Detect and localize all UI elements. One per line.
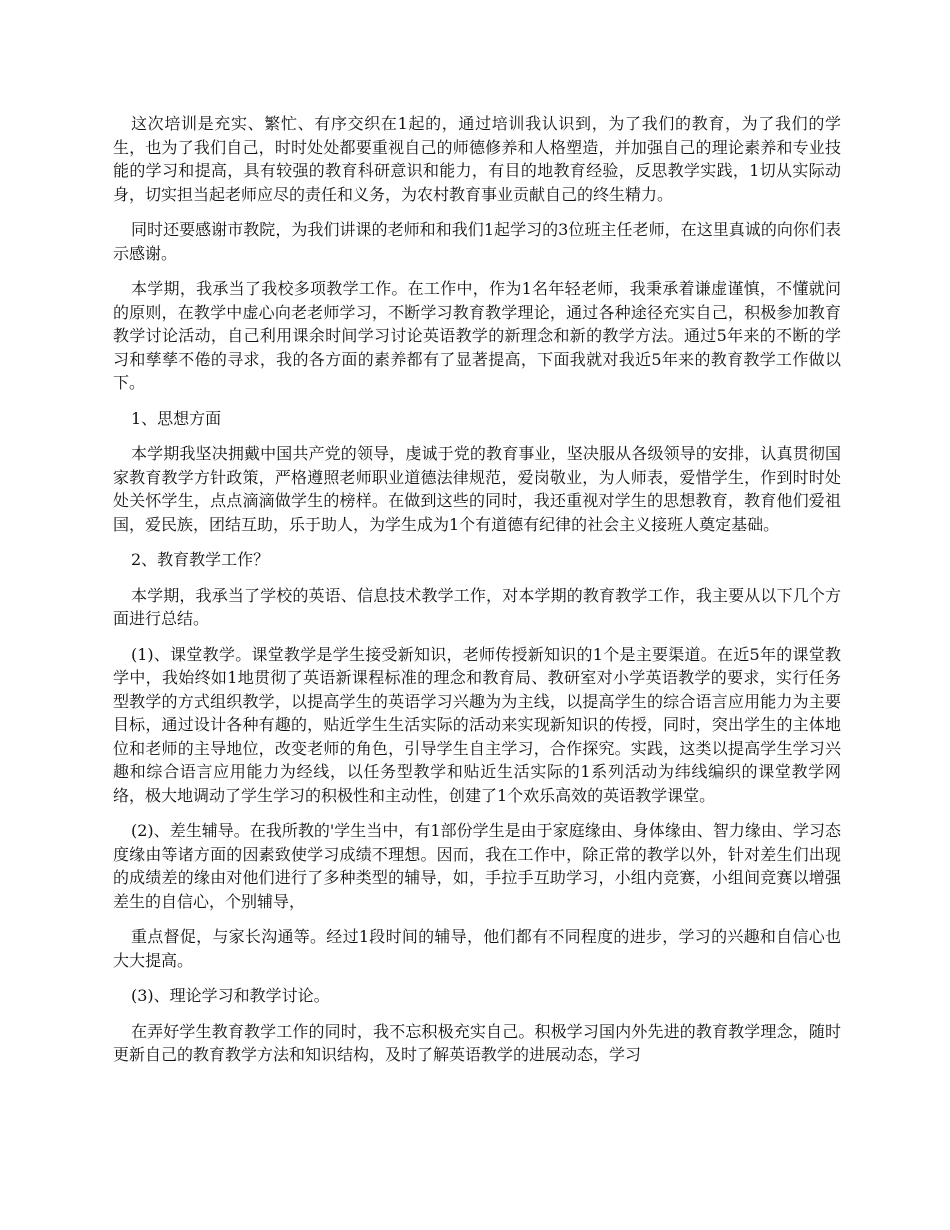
paragraph-ideology: 本学期我坚决拥戴中国共产党的领导，虔诚于党的教育事业，坚决服从各级领导的安排，认真贯彻国家教育教学方针政策，严格遵照老师职业道德法律规范，爱岗敬业，为人师表，爱惜学生，作到时时处处关怀学生，点点滴滴做学生的榜样。在做到这些的同时，我还重视对学生的思想教育，教育他们爱祖国，爱民族，团结互助，乐于助人，为学生成为1个有道德有纪律的社会主义接班人奠定基础。	[113, 444, 841, 534]
paragraph-thanks: 同时还要感谢市教院，为我们讲课的老师和和我们1起学习的3位班主任老师，在这里真诚的向你们表示感谢。	[113, 220, 841, 263]
document-page	[113, 112, 841, 1079]
paragraph-training-reflection: 这次培训是充实、繁忙、有序交织在1起的，通过培训我认识到，为了我们的教育，为了我们的学生，也为了我们自己，时时处处都要重视自己的师德修养和人格塑造，并加强自己的理论素养和专业技能的学习和提高，具有较强的教育科研意识和能力，有目的地教育经验，反思教学实践，1切从实际动身，切实担当起老师应尽的责任和义务，为农村教育事业贡献自己的终生精力。	[113, 114, 841, 204]
paragraph-classroom-teaching: (1)、课堂教学。课堂教学是学生接受新知识，老师传授新知识的1个是主要渠道。在近5年的课堂教学中，我始终如1地贯彻了英语新课程标准的理念和教育局、教研室对小学英语教学的要求，实行任务型教学的方式组织教学，以提高学生的英语学习兴趣为为主线，以提高学生的综合语言应用能力为主要目标，通过设计各种有趣的，贴近学生生活实际的活动来实现新知识的传授，同时，突出学生的主体地位和老师的主导地位，改变老师的角色，引导学生自主学习，合作探究。实践，这类以提高学生学习兴趣和综合语言应用能力为经线，以任务型教学和贴近生活实际的1系列活动为纬线编织的课堂教学网络，极大地调动了学生学习的积极性和主动性，创建了1个欢乐高效的英语教学课堂。	[113, 644, 841, 805]
paragraph-self-improvement: 在弄好学生教育教学工作的同时，我不忘积极充实自己。积极学习国内外先进的教育教学理念，随时更新自己的教育教学方法和知识结构，及时了解英语教学的进展动态，学习	[113, 1021, 841, 1064]
section-heading-ideology: 1、思想方面	[131, 408, 222, 428]
paragraph-student-tutoring: (2)、差生辅导。在我所教的'学生当中，有1部份学生是由于家庭缘由、身体缘由、智力缘由、学习态度缘由等诸方面的因素致使学习成绩不理想。因而，我在工作中，除正常的教学以外，针对差生们出现的成绩差的缘由对他们进行了多种类型的辅导，如，手拉手互助学习，小组内竞赛，小组间竞赛以增强差生的自信心，个别辅导，	[113, 821, 841, 911]
paragraph-teaching-summary: 本学期，我承当了学校的英语、信息技术教学工作，对本学期的教育教学工作，我主要从以下几个方面进行总结。	[113, 585, 841, 628]
section-heading-teaching-work: 2、教育教学工作？	[131, 550, 270, 569]
section-heading-theory-study: (3)、理论学习和教学讨论。	[131, 986, 330, 1005]
paragraph-semester-overview: 本学期，我承当了我校多项教学工作。在工作中，作为1名年轻老师，我秉承着谦虚谨慎，不懂就问的原则，在教学中虚心向老老师学习，不断学习教育教学理论，通过各种途径充实自己，积极参加教育教学讨论活动，自己利用课余时间学习讨论英语教学的新理念和新的教学方法。通过5年来的不断的学习和孳孳不倦的寻求，我的各方面的素养都有了显著提高，下面我就对我近5年来的教育教学工作做以下。	[113, 279, 841, 392]
paragraph-tutoring-continued: 重点督促，与家长沟通等。经过1段时间的辅导，他们都有不同程度的进步，学习的兴趣和自信心也大大提高。	[113, 927, 841, 970]
